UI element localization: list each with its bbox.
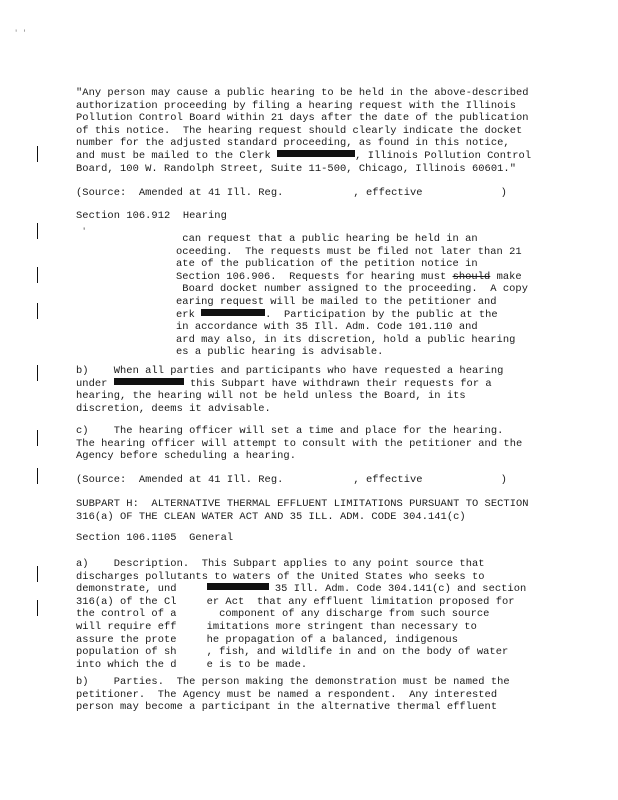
change-bar	[37, 267, 38, 283]
notice-paragraph: "Any person may cause a public hearing to be held in the above-described authorization proceeding by filing a hearing request with the Illinois Pollution Control Board within 21 days after the date of the publication of this notice. The hearing request should clearly indicate the docket number for the adjusted standard proceeding, as found in this notice, and must be mailed to the Clerk , Illinois Pollution Control Board, 100 W. Randolph Street, Suite 11-500, Chicago, Illinois 60601."	[76, 87, 532, 175]
section-912-paragraph-b: b) When all parties and participants who have requested a hearing under this Subpart have withdrawn their requests for a hearing, the hearing will not be held unless the Board, in its discretion, deems it advisable.	[76, 365, 504, 415]
redaction	[207, 583, 269, 590]
redaction	[201, 309, 265, 316]
section-1105-paragraph-b: b) Parties. The person making the demonstration must be named the petitioner. The Agency must be named a respondent. Any interested person may become a participant in the alternative thermal effluent	[76, 676, 510, 714]
section-912-paragraph-c: c) The hearing officer will set a time and place for the hearing. The hearing officer will attempt to consult with the petitioner and the Agency before scheduling a hearing.	[76, 425, 523, 463]
change-bar	[37, 303, 38, 319]
section-heading: Section 106.1105 General	[76, 532, 234, 544]
redaction	[114, 378, 184, 385]
subpart-heading: SUBPART H: ALTERNATIVE THERMAL EFFLUENT LIMITATIONS PURSUANT TO SECTION 316(a) OF THE CLEAN WATER ACT AND 35 ILL. ADM. CODE 304.141(c)	[76, 498, 529, 523]
change-bar	[37, 600, 38, 616]
stray-mark: '	[82, 228, 87, 236]
section-1105-paragraph-a: a) Description. This Subpart applies to any point source that discharges pollutants to waters of the United States who seeks to demonstrate, und 35 Ill. Adm. Code 304.141(c) and section 316(a) of the Cl er Act that any effluent limitation proposed for the control of a component of any discharge from such source will require eff imitations more stringent than necessary to assure the prote he propagation of a balanced, indigenous population of sh , fish, and wildlife in and on the body of water into which the d e is to be made.	[76, 558, 527, 671]
section-912-paragraph-a: can request that a public hearing be held in an oceeding. The requests must be filed not later than 21 ate of the publication of the petition notice in Section 106.906. Requests for hearing must should make Board docket number assigned to the proceeding. A copy earing request will be mailed to the petitioner and erk . Participation by the public at the in accordance with 35 Ill. Adm. Code 101.110 and ard may also, in its discretion, hold a public hearing es a public hearing is advisable.	[176, 233, 528, 359]
change-bar	[37, 430, 38, 446]
change-bar	[37, 146, 38, 162]
change-bar	[37, 468, 38, 484]
source-note: (Source: Amended at 41 Ill. Reg. , effective )	[76, 187, 507, 199]
change-bar	[37, 223, 38, 239]
source-note: (Source: Amended at 41 Ill. Reg. , effective )	[76, 474, 507, 486]
redaction	[277, 150, 355, 157]
section-heading: Section 106.912 Hearing	[76, 210, 227, 222]
change-bar	[37, 566, 38, 582]
change-bar	[37, 365, 38, 381]
margin-marks: ' '	[14, 30, 27, 38]
